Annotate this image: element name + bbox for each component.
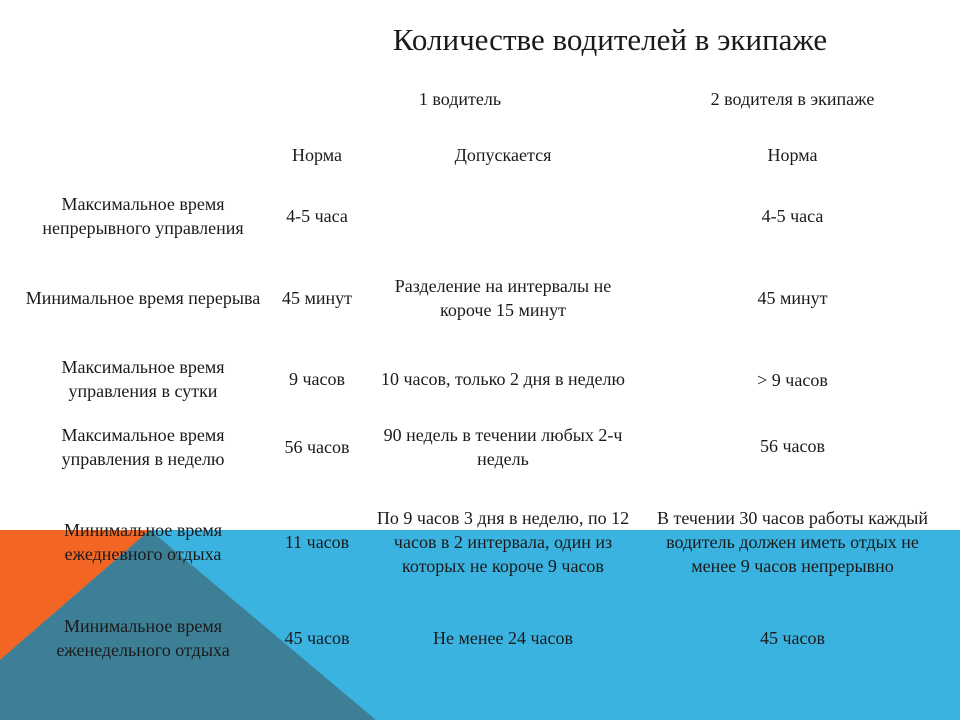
row-allowed: Разделение на интервалы не короче 15 минут (394, 276, 612, 320)
row-crew-norm: 45 часов (759, 628, 826, 648)
row-norm: 45 часов (284, 628, 350, 648)
header-norm-2: Норма (767, 145, 818, 165)
row-label: Минимальное время перерыва (25, 288, 261, 308)
row-norm: 45 минут (281, 288, 353, 308)
header-one-driver: 1 водитель (418, 89, 502, 109)
row-allowed: По 9 часов 3 дня в неделю, по 12 часов в 2 интервала, один из которых не короче 9 часов (376, 508, 630, 576)
row-label: Минимальное время ежедневного отдыха (63, 520, 222, 564)
row-label: Максимальное время управления в неделю (61, 425, 225, 469)
row-norm: 56 часов (284, 437, 350, 457)
row-label: Минимальное время еженедельного отдыха (56, 616, 230, 660)
page-title: Количестве водителей в экипаже (392, 22, 828, 57)
row-crew-norm: 4-5 часа (761, 206, 824, 226)
row-allowed: 90 недель в течении любых 2-ч недель (383, 425, 623, 469)
row-allowed: 10 часов, только 2 дня в неделю (381, 369, 625, 389)
row-norm: 9 часов (288, 369, 346, 389)
header-two-drivers: 2 водителя в экипаже (710, 89, 875, 109)
row-crew-norm: > 9 часов (757, 370, 828, 390)
header-norm-1: Норма (292, 145, 342, 165)
row-crew-norm: 56 часов (759, 436, 826, 456)
row-allowed (368, 186, 638, 246)
row-label: Максимальное время управления в сутки (61, 357, 225, 401)
row-norm: 11 часов (284, 532, 350, 552)
row-crew-norm: В течении 30 часов работы каждый водитель должен иметь отдых не менее 9 часов непрерывно (656, 508, 929, 576)
row-allowed: Не менее 24 часов (432, 628, 573, 648)
header-allowed: Допускается (454, 145, 552, 165)
row-norm: 4-5 часа (286, 206, 348, 226)
row-label: Максимальное время непрерывного управления (42, 194, 244, 238)
row-crew-norm: 45 минут (757, 288, 828, 308)
